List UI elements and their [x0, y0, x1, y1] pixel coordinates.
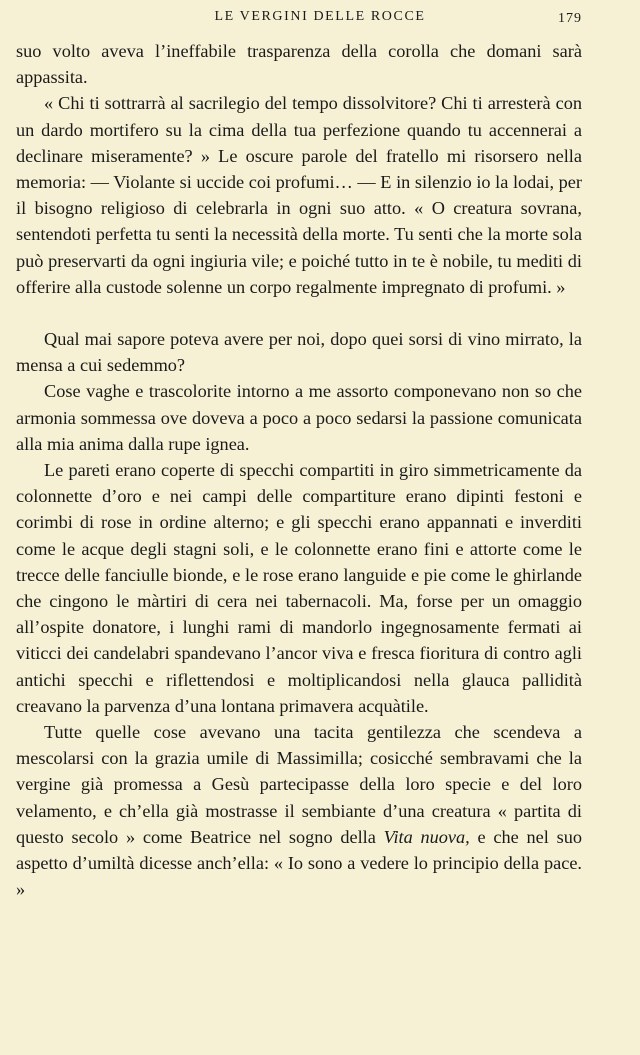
paragraph-text: e che nel suo aspetto d’umiltà dicesse anch’ella: « Io sono a vedere lo principio della pace. »: [16, 826, 582, 900]
work-title-italic: Vita nuova,: [383, 826, 470, 847]
paragraph: Le pareti erano coperte di specchi compartiti in giro simmetricamente da colonnette d’oro e nei campi delle compartiture erano dipinti festoni e corimbi di rose in ordine alterno; e gli specchi erano appannati e inverditi come le acque degli stagni soli, e le colonnette erano fini e attorte come le trecce delle fanciulle bionde, e le rose erano languide e pie come le ghirlande che cingono le màrtiri di cera nei tabernacoli. Ma, forse per un omaggio all’ospite donatore, i lunghi rami di mandorlo ingegnosamente fermati ai viticci dei candelabri spandevano l’ancor viva e fresca fioritura di contro agli antichi specchi e riflettendosi e moltiplicandosi nella glauca pallidità creavano la parvenza d’una lontana primavera acquàtile.: [16, 460, 582, 716]
paragraph: « Chi ti sottrarrà al sacrilegio del tempo dissolvitore? Chi ti arresterà con un dardo mortifero su la cima della tua perfezione quando tu accennerai a declinare miseramente? » Le oscure parole del fratello mi risorsero nella memoria: — Violante si uccide coi profumi… — E in silenzio io la lodai, per il bisogno religioso di celebrarla in ogni suo atto. « O creatura sovrana, sentendoti perfetta tu senti la necessità della morte. Tu senti che la morte sola può preservarti da ogni ingiuria vile; e poiché tutto in te è nobile, tu mediti di offerire alla custode solenne un corpo regalmente impregnato di profumi. »: [16, 93, 582, 297]
page-number: 179: [558, 11, 582, 26]
paragraph: Cose vaghe e trascolorite intorno a me assorto componevano non so che armonia sommessa ove doveva a poco a poco sedarsi la passione comunicata alla mia anima dalla rupe ignea.: [16, 381, 582, 454]
paragraph: [16, 719, 582, 902]
paragraph: Qual mai sapore poteva avere per noi, dopo quei sorsi di vino mirrato, la mensa a cui sedemmo?: [16, 329, 582, 376]
body-text: [16, 38, 582, 903]
page-header: [0, 9, 640, 29]
running-title: LE VERGINI DELLE ROCCE: [214, 9, 426, 24]
paragraph-continuation: suo volto aveva l’ineffabile trasparenza della corolla che domani sarà appassita.: [16, 41, 582, 88]
paragraph-text: Tutte quelle cose avevano una tacita gentilezza che scendeva a mescolarsi con la grazia umile di Massimilla; cosicché sembravami che la vergine già promessa a Gesù partecipasse della loro specie e del loro velamento, e ch’ella già mostrasse il sembiante d’una creatura « partita di questo secolo » come Beatrice nel sogno della: [16, 722, 582, 847]
